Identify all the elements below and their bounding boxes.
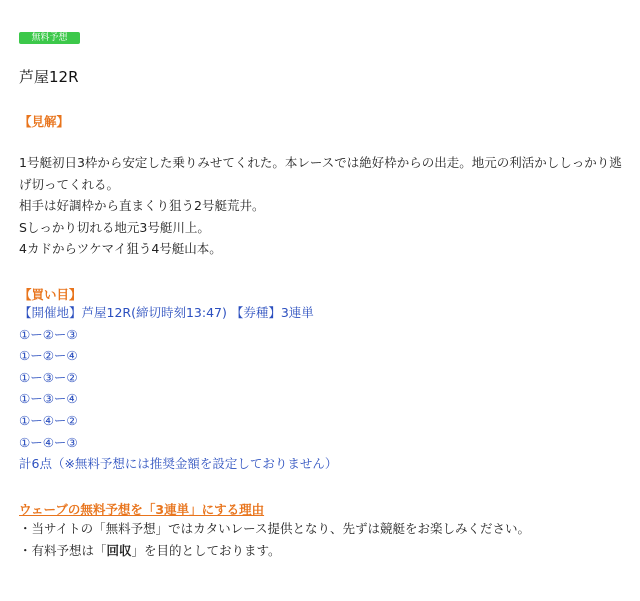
reason-link[interactable]: ウェーブの無料予想を「3連単」にする理由 bbox=[19, 502, 265, 517]
reason-bullet bbox=[19, 540, 530, 562]
reason-bullet: ・当サイトの「無料予想」ではカタいレース提供となり、先ずは競艇をお楽しみください。 bbox=[19, 521, 531, 536]
bet-combo: ①ー②ー④ bbox=[19, 348, 78, 364]
opinion-line: 1号艇初日3枠から安定した乗りみせてくれた。本レースでは絶好枠からの出走。地元の利活かししっかり逃げ切ってくれる。 bbox=[19, 155, 622, 192]
opinion-heading: 【見解】 bbox=[19, 114, 70, 129]
bet-combo: ①ー③ー② bbox=[19, 369, 78, 385]
race-title: 芦屋12R bbox=[19, 68, 79, 86]
opinion-line: Sしっかり切れる地元3号艇川上。 bbox=[19, 219, 210, 235]
bets-list bbox=[19, 302, 337, 475]
bullet-text: ・有料予想は「 bbox=[19, 543, 107, 558]
bullet-bold-text: 回収 bbox=[106, 543, 132, 558]
bets-info: 【開催地】芦屋12R(締切時刻13:47) 【券種】3連単 bbox=[19, 305, 314, 320]
opinion-line: 4カドからツケマイ狙う4号艇山本。 bbox=[19, 241, 222, 256]
opinion-body bbox=[19, 152, 624, 260]
opinion-line: 相手は好調枠から直まくり狙う2号艇荒井。 bbox=[19, 198, 265, 213]
bets-total: 計6点（※無料予想には推奨金額を設定しておりません） bbox=[19, 456, 338, 472]
bet-combo: ①ー④ー② bbox=[19, 412, 78, 428]
bet-combo: ①ー②ー③ bbox=[19, 326, 78, 342]
bets-heading: 【買い目】 bbox=[19, 287, 82, 302]
reason-bullets bbox=[19, 518, 530, 562]
bet-combo: ①ー④ー③ bbox=[19, 434, 78, 450]
bet-combo: ①ー③ー④ bbox=[19, 391, 78, 407]
bullet-text: 」を目的としております。 bbox=[131, 543, 281, 558]
free-prediction-badge: 無料予想 bbox=[19, 32, 80, 44]
